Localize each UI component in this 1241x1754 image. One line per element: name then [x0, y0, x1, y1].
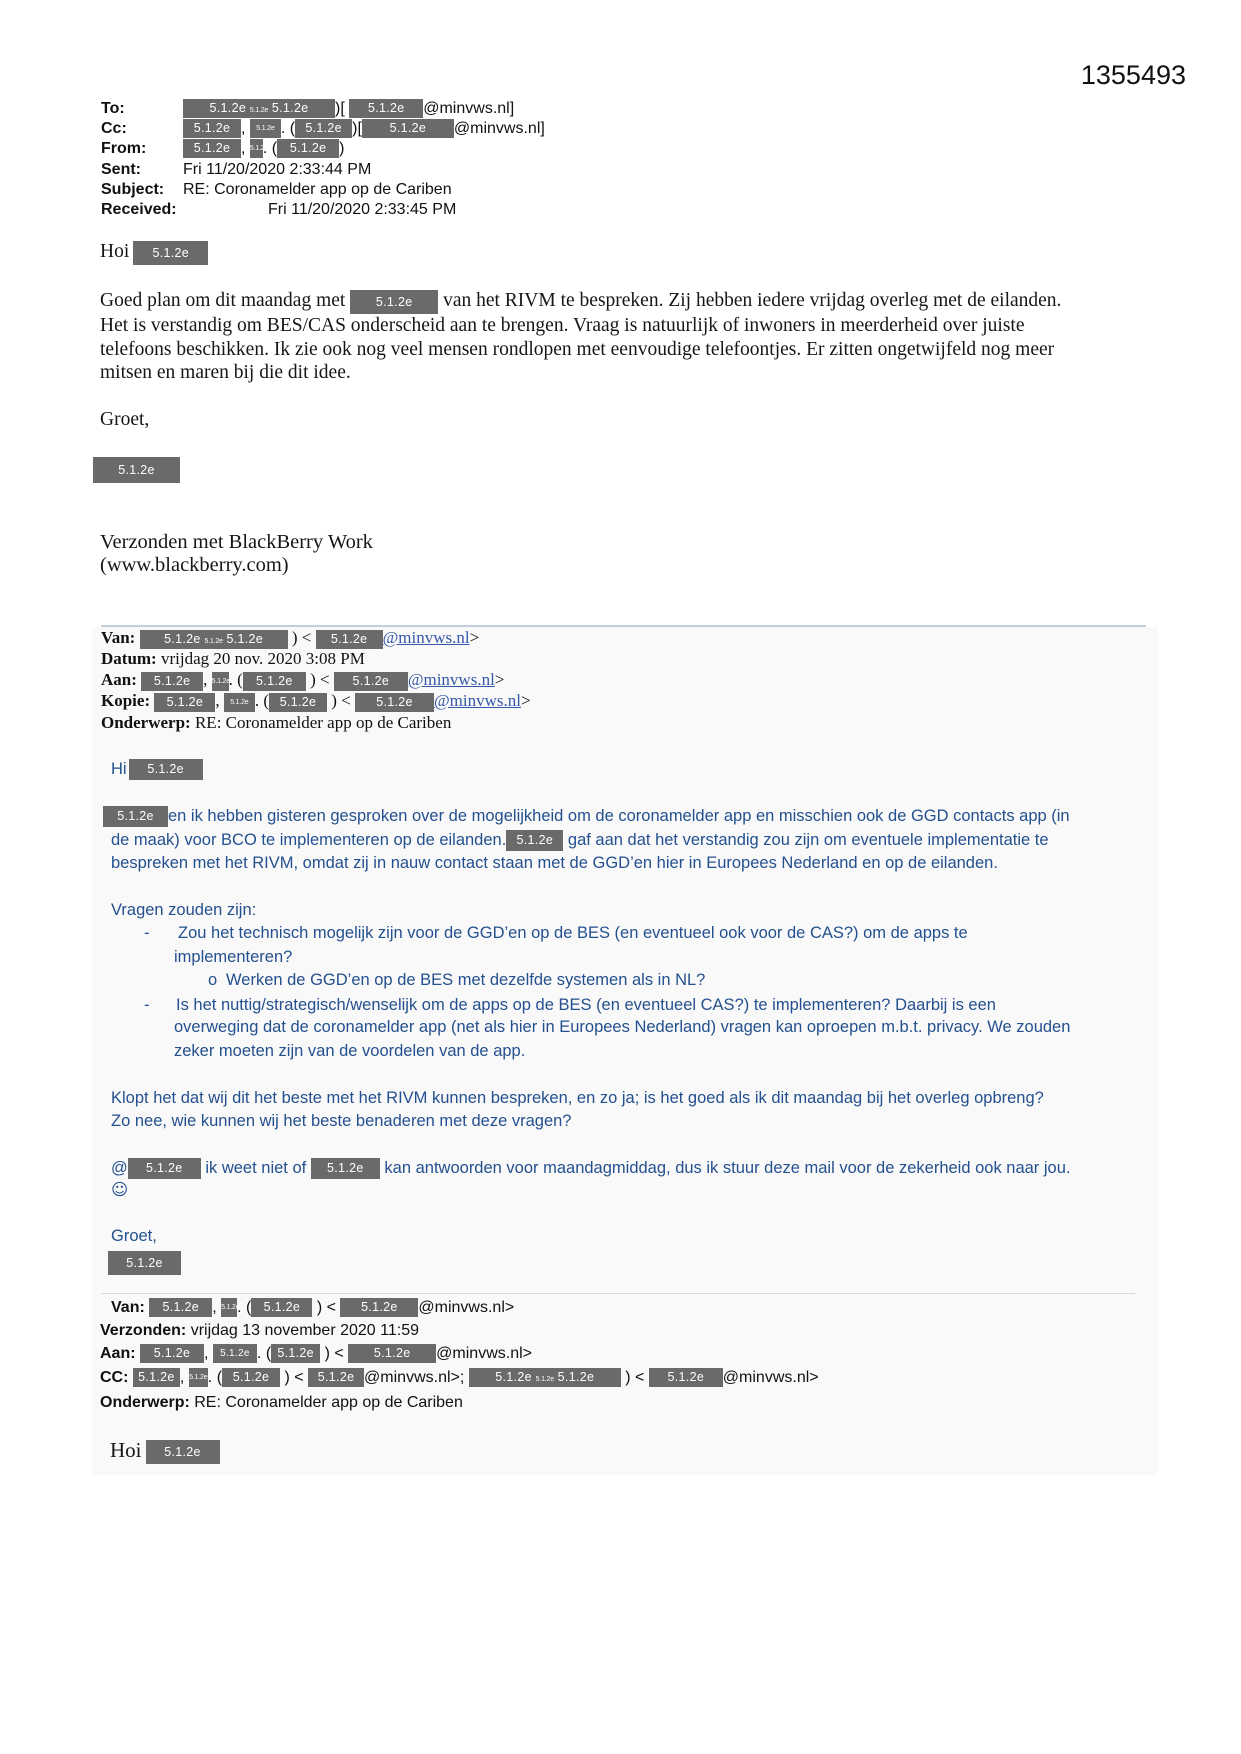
kopie-address: @minvws.nl — [434, 691, 521, 710]
aan-separator: ) < — [310, 670, 330, 689]
redaction-code: 5.1.2e — [495, 1370, 532, 1385]
email1-from-row — [101, 139, 344, 159]
bullet-text: Is het nuttig/strategisch/wenselijk om de apps op de BES (en eventueel CAS?) te implementeren? Daarbij is een — [176, 996, 996, 1014]
body-text: gaf aan dat het verstandig zou zijn om eventuele implementatie te — [567, 831, 1049, 849]
redaction-box: 5.1.2e — [212, 672, 229, 691]
bullet-text-continued: implementeren? — [174, 948, 293, 966]
datum-label: Datum: — [101, 649, 157, 668]
cc-separator: . ( — [280, 120, 296, 137]
greeting-text: Hoi — [100, 241, 130, 262]
redaction-box: 5.1.2e — [348, 1344, 436, 1363]
cc-separator: , — [179, 1369, 185, 1386]
onderwerp-label: Onderwerp: — [101, 713, 191, 732]
email3-verzonden-row — [100, 1320, 419, 1341]
redaction-code: 5.1.2e — [271, 101, 309, 116]
redaction-box: 5.1.2e — [334, 672, 408, 691]
redaction-box: 5.1.2e — [269, 693, 327, 712]
verzonden-value: vrijdag 13 november 2020 11:59 — [190, 1322, 419, 1339]
redaction-box: 5.1.2e — [349, 99, 423, 118]
email2-body-line — [103, 805, 1070, 828]
bullet-item — [144, 994, 996, 1017]
redaction-code: 5.1.2e — [164, 631, 201, 646]
subject-value: RE: Coronamelder app op de Cariben — [183, 181, 452, 198]
document-number: 1355493 — [1080, 60, 1186, 90]
sub-bullet-item — [208, 969, 705, 992]
redaction-code: 5.1.2e — [249, 107, 269, 115]
cc-separator: )[ — [352, 120, 362, 137]
aan-separator: ) < — [324, 1345, 344, 1362]
aan-label: Aan: — [100, 1345, 136, 1362]
bullet-marker: - — [144, 924, 150, 942]
redaction-box: 5.1.2e — [213, 1344, 257, 1363]
sent-with-line: Verzonden met BlackBerry Work — [100, 531, 373, 553]
van-separator: ) < — [291, 628, 312, 647]
body-text: van het RIVM te bespreken. Zij hebben iedere vrijdag overleg met de eilanden. — [443, 290, 1062, 311]
redaction-code: 5.1.2e — [557, 1370, 595, 1385]
redaction-box: 5.1.2e — [277, 139, 339, 158]
email3-onderwerp-row — [100, 1392, 463, 1413]
cc-address: @minvws.nl>; — [364, 1369, 465, 1386]
kopie-separator: . ( — [254, 691, 270, 710]
email2-signature — [108, 1251, 181, 1275]
email2-body-line: Zo nee, wie kunnen wij het beste benaderen met deze vragen? — [111, 1112, 572, 1130]
aan-separator: , — [203, 670, 208, 689]
email1-body-line — [100, 289, 1061, 314]
email1-cc-row — [101, 119, 545, 139]
email1-body-line: telefoons beschikken. Ik zie ook nog veel mensen rondlopen met eenvoudige telefoontjes. Er zitten ongetwijfeld nog meer — [100, 339, 1055, 360]
redaction-box: 5.1.2e — [93, 457, 180, 483]
email2-body-line: Klopt het dat wij dit het beste met het RIVM kunnen bespreken, en zo ja; is het goed als ik dit maandag bij het overleg opbreng? — [111, 1089, 1044, 1107]
verzonden-label: Verzonden: — [100, 1322, 187, 1339]
body-text: kan antwoorden voor maandagmiddag, dus ik stuur deze mail voor de zekerheid ook naar jou. — [384, 1159, 1071, 1177]
email2-body-line — [111, 1157, 1071, 1180]
onderwerp-value: RE: Coronamelder app op de Cariben — [194, 1394, 463, 1411]
redaction-box: 5.1.2e — [250, 139, 263, 158]
email2-greeting — [111, 758, 203, 781]
redaction-box: 5.1.2e — [251, 1298, 312, 1317]
email1-body-line: Het is verstandig om BES/CAS onderscheid aan te brengen. Vraag is natuurlijk of inwoners in meerderheid over juiste — [100, 315, 1025, 336]
van-separator: ) < — [316, 1299, 336, 1316]
kopie-separator: , — [215, 691, 220, 710]
redaction-code: 5.1.2e — [209, 101, 247, 116]
redaction-code: 5.1.2e — [535, 1376, 554, 1384]
greeting-text: Hi — [111, 760, 127, 778]
email3-greeting — [110, 1437, 220, 1464]
cc-separator: . ( — [207, 1369, 223, 1386]
email1-closing: Groet, — [100, 409, 150, 430]
cc-label: CC: — [100, 1369, 129, 1386]
kopie-end: > — [521, 691, 531, 710]
email2-kopie-row — [101, 691, 531, 712]
email2-body-line: bespreken met het RIVM, omdat zij in nauw contact staan met de GGD’en hier in Europees Nederland en op de eilanden. — [111, 854, 998, 872]
redaction-box: 5.1.2e — [350, 290, 438, 314]
redaction-box: 5.1.2e — [108, 1251, 181, 1275]
van-end: > — [469, 628, 480, 647]
email1-greeting — [100, 240, 208, 265]
redaction-box: 5.1.2e — [129, 759, 203, 780]
cc-separator: ) < — [625, 1369, 645, 1386]
redaction-code: 5.1.2e — [226, 631, 264, 646]
van-address: @minvws.nl> — [418, 1299, 515, 1316]
cc-separator: ) < — [284, 1369, 304, 1386]
redaction-box: 5.1.2e — [141, 672, 203, 691]
to-separator: )[ — [335, 100, 345, 117]
kopie-label: Kopie: — [101, 691, 151, 710]
redaction-code: 5.1.2e — [204, 637, 223, 645]
aan-separator: . ( — [256, 1345, 272, 1362]
redaction-box: 5.1.2e — [355, 693, 434, 712]
van-address: @minvws.nl — [382, 628, 470, 647]
email1-subject-row — [101, 180, 452, 200]
cc-label: Cc: — [101, 120, 127, 137]
aan-label: Aan: — [101, 670, 137, 689]
datum-value: vrijdag 20 nov. 2020 3:08 PM — [160, 649, 365, 668]
email1-signature — [93, 457, 180, 483]
subject-label: Subject: — [101, 181, 165, 198]
redaction-box: 5.1.2e — [149, 1298, 212, 1317]
sent-value: Fri 11/20/2020 2:33:44 PM — [183, 161, 372, 178]
van-label: Van: — [101, 628, 136, 647]
redaction-box: 5.1.2e — [103, 806, 168, 827]
from-label: From: — [101, 140, 147, 157]
redaction-box — [140, 630, 288, 649]
aan-address: @minvws.nl> — [436, 1345, 532, 1362]
message-divider — [101, 1293, 1135, 1294]
sub-bullet-text: Werken de GGD’en op de BES met dezelfde systemen als in NL? — [226, 971, 706, 989]
email3-van-row — [111, 1297, 514, 1318]
to-address: @minvws.nl] — [423, 100, 515, 117]
redaction-box: 5.1.2e — [250, 119, 281, 138]
email2-van-row — [101, 628, 479, 649]
redaction-box: 5.1.2e — [183, 119, 241, 138]
redaction-box: 5.1.2e — [243, 672, 306, 691]
questions-intro: Vragen zouden zijn: — [111, 901, 257, 919]
aan-separator: . ( — [228, 670, 243, 689]
sent-label: Sent: — [101, 161, 141, 178]
redaction-box: 5.1.2e — [133, 1368, 180, 1387]
van-label: Van: — [111, 1299, 145, 1316]
cc-separator: , — [241, 120, 246, 137]
redaction-box: 5.1.2e — [222, 1368, 280, 1387]
onderwerp-label: Onderwerp: — [100, 1394, 190, 1411]
redaction-box: 5.1.2e — [308, 1368, 364, 1387]
redaction-box: 5.1.2e — [140, 1344, 204, 1363]
redaction-box — [183, 99, 335, 118]
bullet-text: Zou het technisch mogelijk zijn voor de GGD’en op de BES (en eventueel ook voor de CAS?) om de apps te — [178, 924, 968, 942]
from-separator: ) — [339, 140, 345, 157]
redaction-box: 5.1.2e — [649, 1368, 723, 1387]
bullet-text-continued: zeker moeten zijn van de voordelen van de app. — [174, 1042, 526, 1060]
smiley-icon: ☺ — [111, 1180, 129, 1199]
email2-datum-row — [101, 649, 365, 669]
redaction-box: 5.1.2e — [340, 1298, 418, 1317]
bullet-text-continued: overweging dat de coronamelder app (net als hier in Europees Nederland) vragen kan oproepen m.b.t. privacy. We zouden — [174, 1018, 1071, 1036]
van-separator: , — [212, 1299, 217, 1316]
redaction-box: 5.1.2e — [146, 1440, 220, 1464]
cc-address: @minvws.nl] — [453, 120, 545, 137]
from-separator: , — [241, 140, 246, 157]
email2-onderwerp-row — [101, 713, 451, 733]
redaction-box: 5.1.2e — [189, 1368, 208, 1387]
bullet-item — [144, 922, 968, 945]
cc-address: @minvws.nl> — [722, 1369, 819, 1386]
sent-with-url: (www.blackberry.com) — [100, 554, 289, 576]
body-text: ik weet niet of — [205, 1159, 307, 1177]
redaction-box: 5.1.2e — [128, 1158, 201, 1179]
redaction-box: 5.1.2e — [271, 1344, 320, 1363]
onderwerp-value: RE: Coronamelder app op de Cariben — [194, 713, 452, 732]
aan-address: @minvws.nl — [407, 670, 495, 689]
body-text: Goed plan om dit maandag met — [100, 290, 346, 311]
email1-sent-row — [101, 160, 371, 180]
email2-body-line — [111, 829, 1049, 852]
aan-end: > — [494, 670, 505, 689]
from-separator: . ( — [262, 140, 278, 157]
email3-cc-row — [100, 1367, 819, 1388]
email2-closing: Groet, — [111, 1227, 157, 1245]
redaction-box: 5.1.2e — [133, 241, 208, 265]
greeting-text: Hoi — [110, 1438, 142, 1462]
email1-body-line: mitsen en maren bij die dit idee. — [100, 362, 351, 383]
redaction-box — [469, 1368, 621, 1387]
email1-to-row — [101, 99, 514, 119]
redaction-box: 5.1.2e — [295, 119, 352, 138]
redaction-box: 5.1.2e — [362, 119, 454, 138]
redaction-box: 5.1.2e — [224, 693, 255, 712]
redaction-box: 5.1.2e — [506, 830, 563, 851]
redaction-box: 5.1.2e — [154, 693, 215, 712]
redaction-box: 5.1.2e — [221, 1298, 237, 1317]
received-value: Fri 11/20/2020 2:33:45 PM — [268, 201, 457, 218]
email2-aan-row — [101, 670, 504, 691]
redaction-box: 5.1.2e — [183, 139, 241, 158]
received-label: Received: — [101, 201, 177, 218]
message-divider — [101, 625, 1146, 627]
kopie-separator: ) < — [331, 691, 351, 710]
email3-aan-row — [100, 1343, 532, 1364]
mention-at: @ — [111, 1159, 128, 1177]
body-text: de maak) voor BCO te implementeren op de eilanden. — [111, 831, 507, 849]
bullet-marker: - — [144, 996, 150, 1014]
aan-separator: , — [204, 1345, 209, 1362]
redaction-box: 5.1.2e — [316, 630, 383, 649]
van-separator: . ( — [237, 1299, 252, 1316]
to-label: To: — [101, 100, 125, 117]
redaction-box: 5.1.2e — [311, 1158, 380, 1179]
body-text: en ik hebben gisteren gesproken over de mogelijkheid om de coronamelder app en misschien ook de GGD contacts app (in — [168, 807, 1070, 825]
sub-bullet-marker: o — [208, 971, 218, 989]
email1-received-row — [101, 200, 456, 220]
